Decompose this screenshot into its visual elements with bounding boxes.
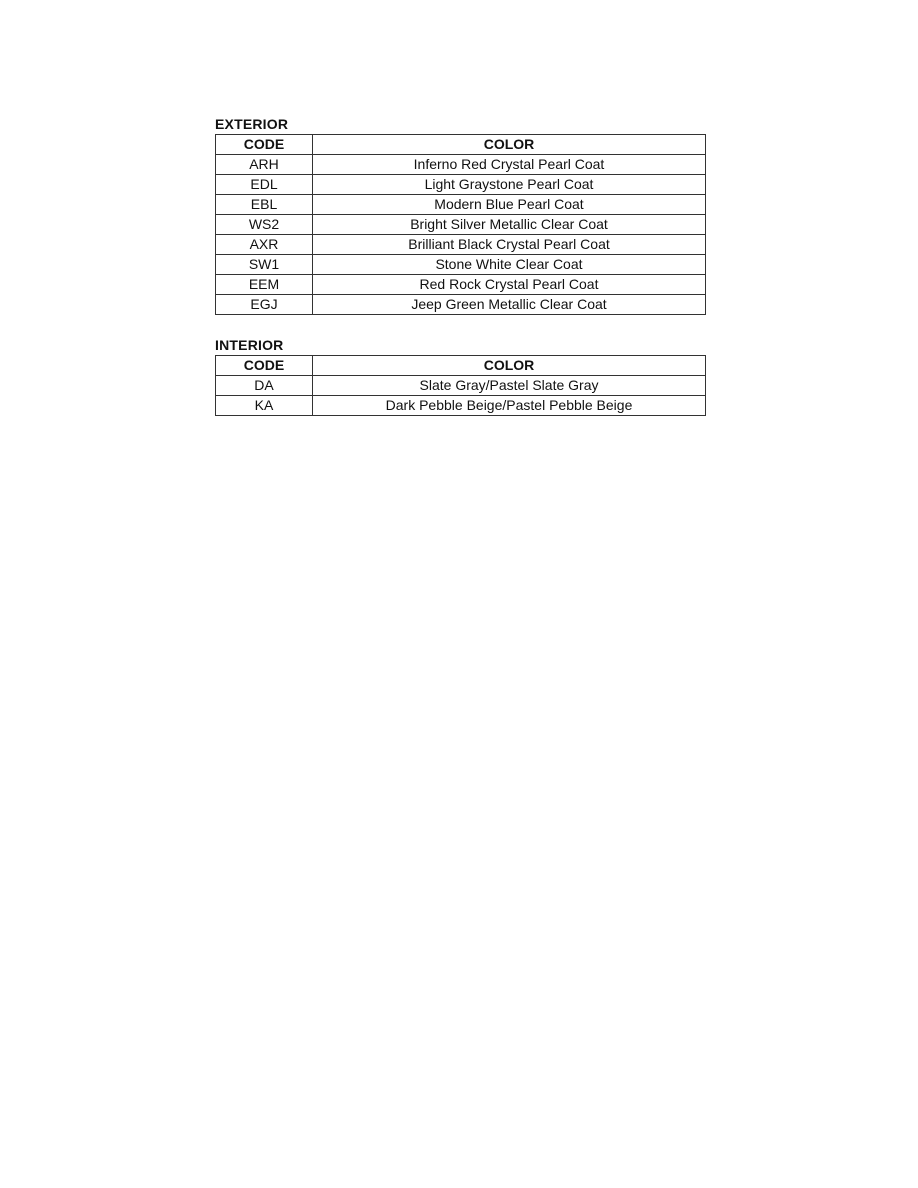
table-row bbox=[216, 376, 706, 396]
trim-code-cell: DA bbox=[216, 376, 313, 396]
table-row bbox=[216, 295, 706, 315]
paint-color-cell: Brilliant Black Crystal Pearl Coat bbox=[313, 235, 706, 255]
trim-color-cell: Slate Gray/Pastel Slate Gray bbox=[313, 376, 706, 396]
paint-color-cell: Jeep Green Metallic Clear Coat bbox=[313, 295, 706, 315]
code-column-header: CODE bbox=[216, 135, 313, 155]
paint-color-cell: Modern Blue Pearl Coat bbox=[313, 195, 706, 215]
table-row bbox=[216, 396, 706, 416]
paint-code-cell: EGJ bbox=[216, 295, 313, 315]
exterior-title: EXTERIOR bbox=[215, 116, 289, 132]
paint-code-cell: SW1 bbox=[216, 255, 313, 275]
paint-code-cell: EDL bbox=[216, 175, 313, 195]
code-column-header: CODE bbox=[216, 356, 313, 376]
table-row bbox=[216, 255, 706, 275]
paint-code-cell: EBL bbox=[216, 195, 313, 215]
table-row bbox=[216, 155, 706, 175]
table-row bbox=[216, 235, 706, 255]
interior-title: INTERIOR bbox=[215, 337, 284, 353]
exterior-section bbox=[215, 115, 705, 315]
paint-code-cell: EEM bbox=[216, 275, 313, 295]
paint-code-cell: AXR bbox=[216, 235, 313, 255]
paint-color-cell: Stone White Clear Coat bbox=[313, 255, 706, 275]
table-header-row bbox=[216, 135, 706, 155]
table-row bbox=[216, 195, 706, 215]
table-row bbox=[216, 215, 706, 235]
paint-color-cell: Bright Silver Metallic Clear Coat bbox=[313, 215, 706, 235]
paint-color-cell: Light Graystone Pearl Coat bbox=[313, 175, 706, 195]
interior-color-table bbox=[215, 355, 706, 416]
table-row bbox=[216, 175, 706, 195]
color-column-header: COLOR bbox=[313, 356, 706, 376]
exterior-color-table bbox=[215, 134, 706, 315]
table-row bbox=[216, 275, 706, 295]
interior-section bbox=[215, 336, 705, 416]
trim-color-cell: Dark Pebble Beige/Pastel Pebble Beige bbox=[313, 396, 706, 416]
table-header-row bbox=[216, 356, 706, 376]
trim-code-cell: KA bbox=[216, 396, 313, 416]
color-column-header: COLOR bbox=[313, 135, 706, 155]
paint-code-cell: WS2 bbox=[216, 215, 313, 235]
paint-code-cell: ARH bbox=[216, 155, 313, 175]
paint-color-cell: Inferno Red Crystal Pearl Coat bbox=[313, 155, 706, 175]
paint-color-cell: Red Rock Crystal Pearl Coat bbox=[313, 275, 706, 295]
